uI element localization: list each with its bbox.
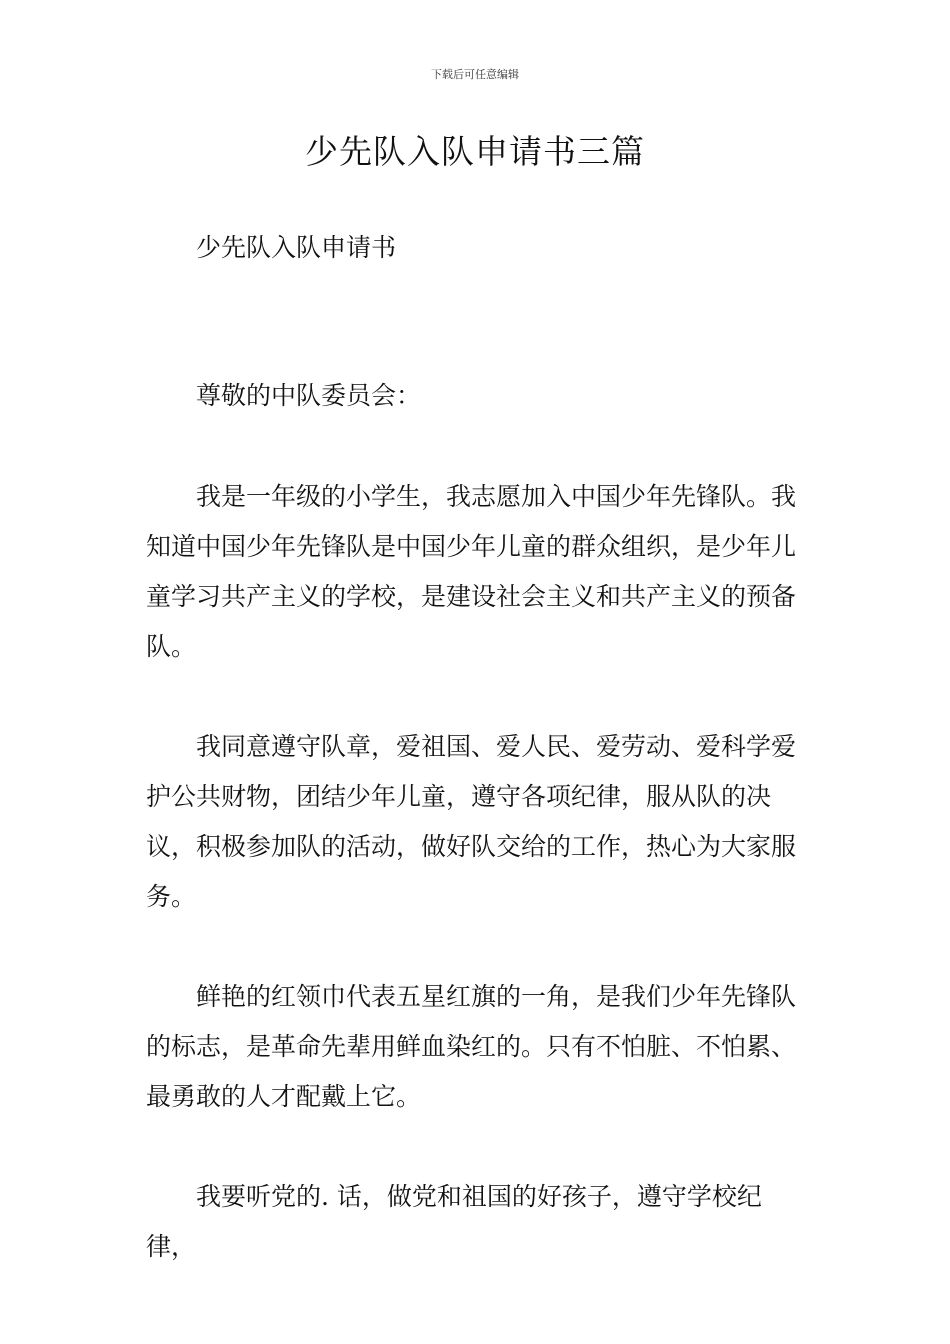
body-paragraph: 我同意遵守队章，爱祖国、爱人民、爱劳动、爱科学爱护公共财物，团结少年儿童，遵守各项纪律，服从队的决议，积极参加队的活动，做好队交给的工作，热心为大家服务。 — [146, 732, 797, 911]
header-note: 下载后可任意编辑 — [431, 68, 519, 81]
document-title: 少先队入队申请书三篇 — [305, 132, 645, 171]
section-subtitle: 少先队入队申请书 — [196, 233, 397, 262]
body-paragraph: 我要听党的. 话，做党和祖国的好孩子，遵守学校纪律， — [146, 1182, 762, 1261]
body-paragraph: 鲜艳的红领巾代表五星红旗的一角，是我们少年先锋队的标志，是革命先辈用鲜血染红的。只有不怕脏、不怕累、最勇敢的人才配戴上它。 — [146, 982, 797, 1111]
body-paragraph: 我是一年级的小学生，我志愿加入中国少年先锋队。我知道中国少年先锋队是中国少年儿童的群众组织，是少年儿童学习共产主义的学校，是建设社会主义和共产主义的预备队。 — [146, 482, 797, 661]
salutation: 尊敬的中队委员会： — [196, 381, 422, 410]
